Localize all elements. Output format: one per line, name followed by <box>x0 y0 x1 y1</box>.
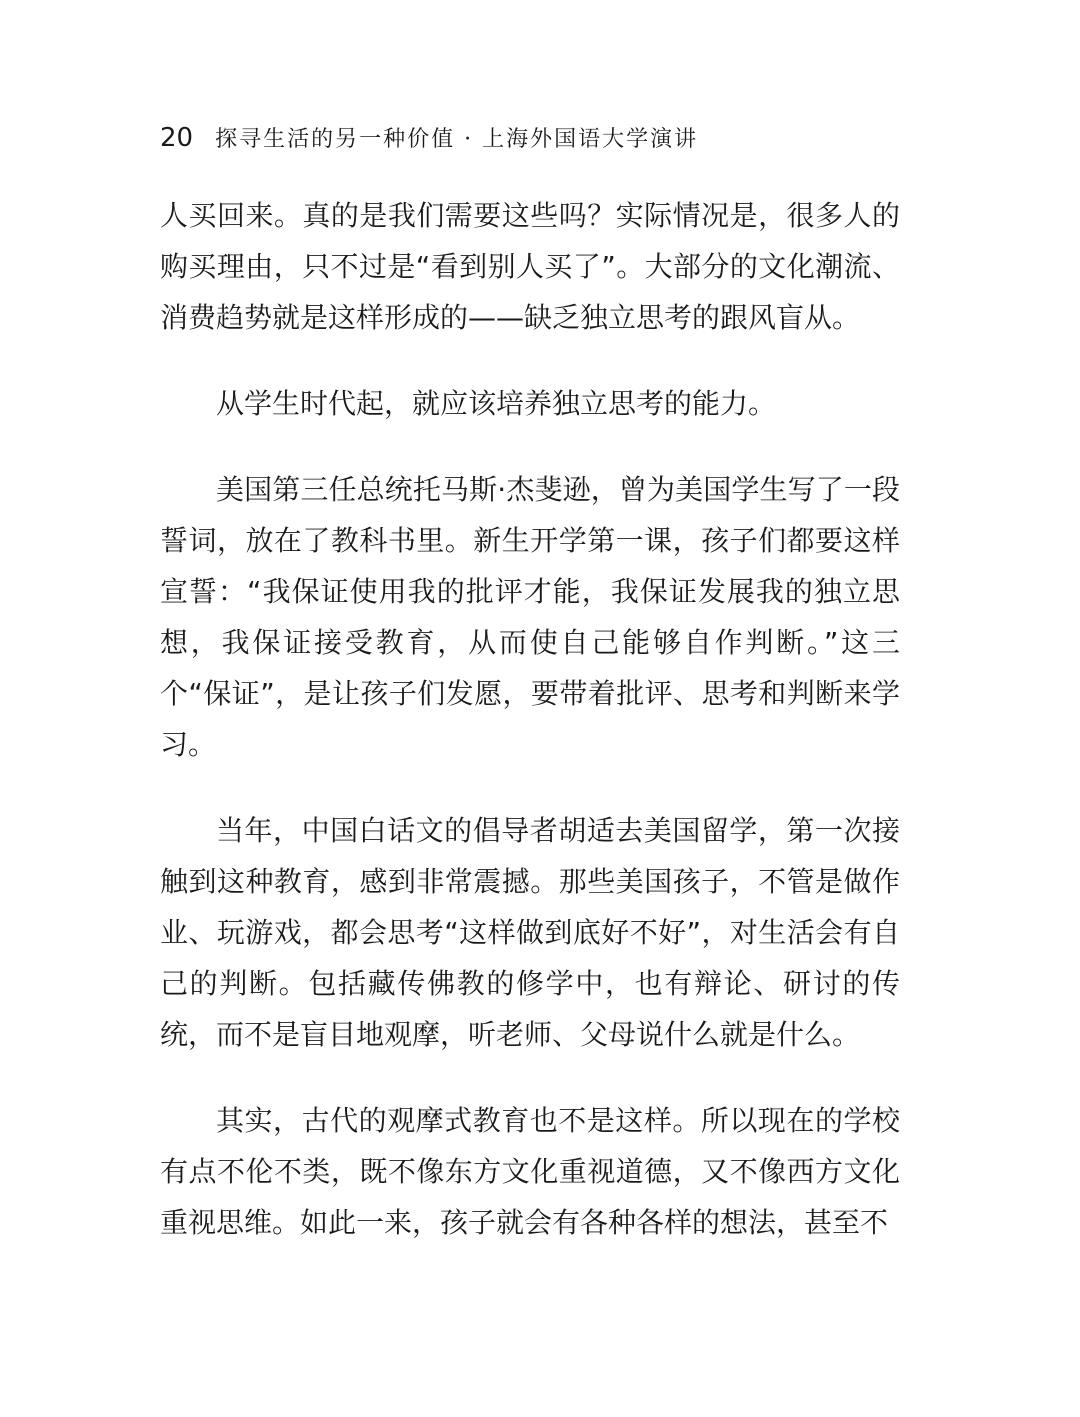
paragraph: 其实，古代的观摩式教育也不是这样。所以现在的学校有点不伦不类，既不像东方文化重视道德，又不像西方文化重视思维。如此一来，孩子就会有各种各样的想法，甚至不 <box>160 1104 900 1239</box>
paragraph-continued: 人买回来。真的是我们需要这些吗？实际情况是，很多人的购买理由，只不过是“看到别人买了”。大部分的文化潮流、消费趋势就是这样形成的——缺乏独立思考的跟风盲从。 <box>160 199 900 334</box>
paragraph: 美国第三任总统托马斯·杰斐逊，曾为美国学生写了一段誓词，放在了教科书里。新生开学第一课，孩子们都要这样宣誓：“我保证使用我的批评才能，我保证发展我的独立思想，我保证接受教育，从而使自己能够自作判断。”这三个“保证”，是让孩子们发愿，要带着批评、思考和判断来学习。 <box>160 473 900 761</box>
paragraph: 当年，中国白话文的倡导者胡适去美国留学，第一次接触到这种教育，感到非常震撼。那些美国孩子，不管是做作业、玩游戏，都会思考“这样做到底好不好”，对生活会有自己的判断。包括藏传佛教的修学中，也有辩论、研讨的传统，而不是盲目地观摩，听老师、父母说什么就是什么。 <box>160 814 900 1051</box>
body-text <box>160 190 900 1248</box>
running-header <box>160 122 698 158</box>
running-header-title: 探寻生活的另一种价值 · 上海外国语大学演讲 <box>215 127 699 152</box>
page-number: 20 <box>160 123 194 153</box>
paragraph: 从学生时代起，就应该培养独立思考的能力。 <box>216 387 777 420</box>
